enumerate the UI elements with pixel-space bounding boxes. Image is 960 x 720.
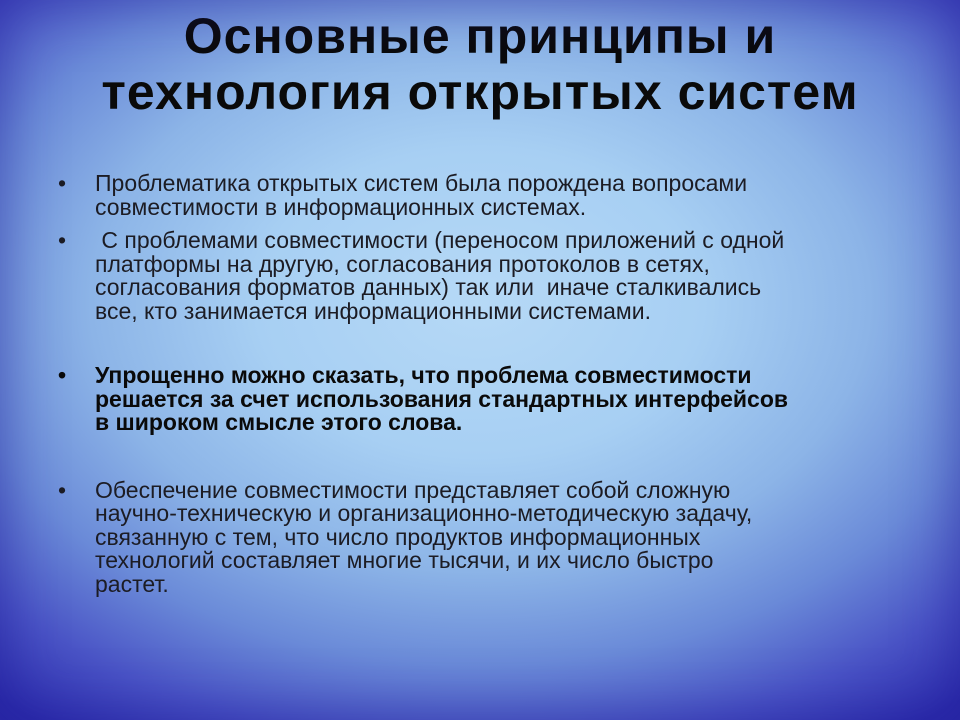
bullet-text-line: в широком смысле этого слова.: [95, 409, 463, 435]
slide-title-line: технология открытых систем: [101, 64, 859, 120]
bullet-marker: •: [58, 362, 67, 388]
bullet-text-line: С проблемами совместимости (переносом приложений с одной: [95, 227, 785, 253]
bullet-text-line: научно-техническую и организационно-методическую задачу,: [95, 500, 753, 526]
bullet-text-line: связанную с тем, что число продуктов информационных: [95, 523, 701, 550]
bullet-list: [58, 172, 918, 596]
bullet-text-line: Упрощенно можно сказать, что проблема совместимости: [95, 362, 752, 388]
bullet-text-line: все, кто занимается информационными системами.: [95, 297, 651, 324]
bullet-text-line: согласования форматов данных) так или иначе сталкивались: [95, 274, 762, 300]
bullet-text-line: Проблематика открытых систем была порождена вопросами: [95, 170, 748, 196]
slide-title-line: Основные принципы и: [183, 8, 777, 64]
slide-title: [40, 8, 920, 120]
bullet-marker: •: [58, 170, 67, 196]
bullet-text-line: растет.: [95, 570, 169, 597]
bullet-marker: •: [58, 227, 67, 253]
bullet-item-emphasis: [58, 364, 918, 435]
bullet-text-line: Обеспечение совместимости представляет собой сложную: [95, 476, 731, 503]
bullet-item: [58, 172, 918, 219]
bullet-text-line: совместимости в информационных системах.: [95, 193, 587, 220]
bullet-text-line: решается за счет использования стандартных интерфейсов: [95, 385, 789, 412]
bullet-item: [58, 229, 918, 323]
bullet-item: [58, 476, 918, 597]
bullet-text-line: платформы на другую, согласования протоколов в сетях,: [95, 250, 710, 277]
bullet-marker: •: [58, 476, 67, 503]
bullet-text-line: технологий составляет многие тысячи, и их число быстро: [95, 547, 714, 573]
